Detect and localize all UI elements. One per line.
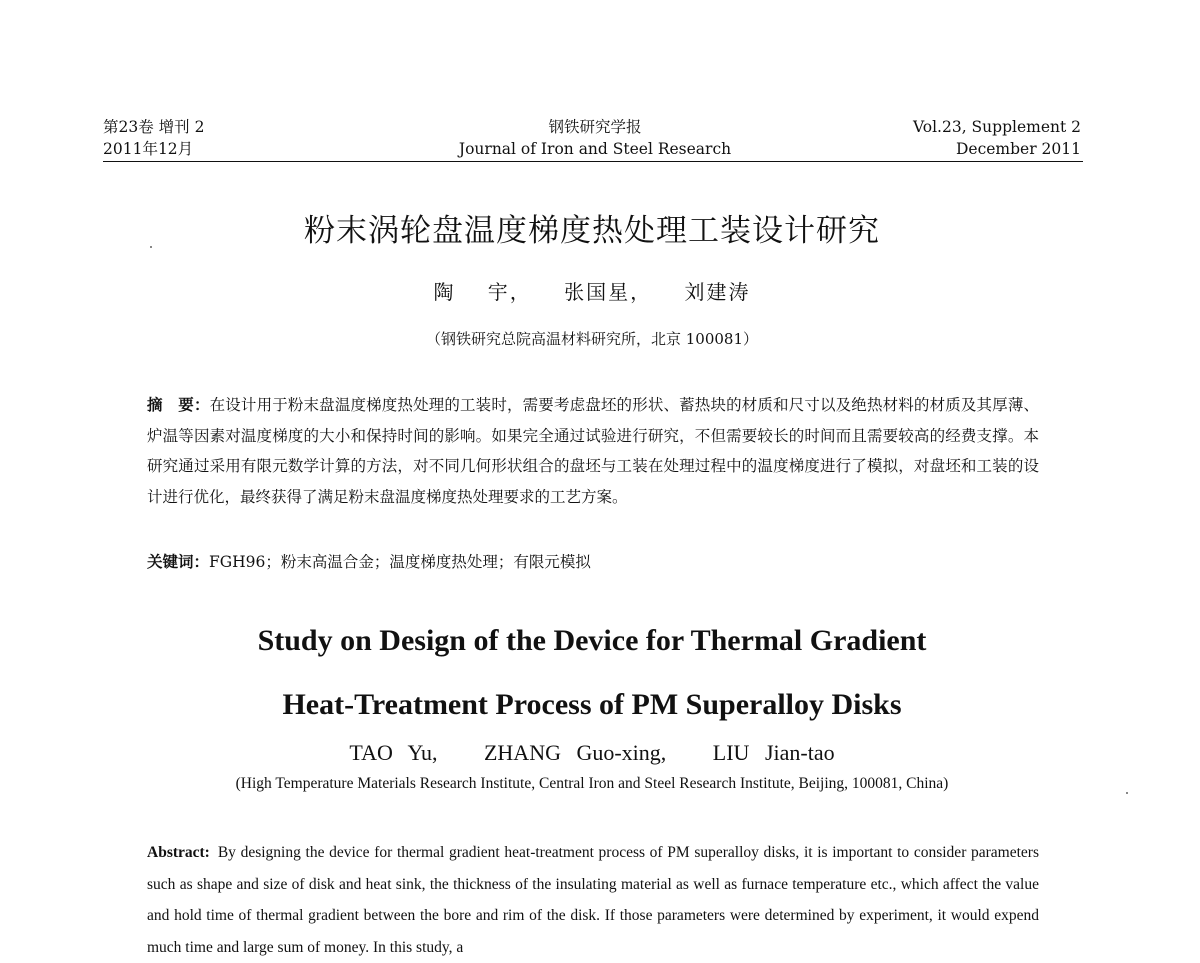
affiliation-en: (High Temperature Materials Research Institute, Central Iron and Steel Research Institute, Beijing, 100081, China) bbox=[235, 775, 949, 792]
abstract-label-en: Abstract: bbox=[147, 844, 210, 861]
header-date-en: December 2011 bbox=[955, 140, 1081, 158]
paper-title-cn: 粉末涡轮盘温度梯度热处理工装设计研究 bbox=[304, 213, 880, 249]
header-volume-en: Vol.23, Supplement 2 bbox=[912, 118, 1081, 136]
header-volume: 第23卷 增刊 2 bbox=[103, 118, 205, 136]
abstract-text-en: By designing the device for thermal gradient heat-treatment process of PM superalloy disks, it is important to consider parameters such as shape and size of disk and heat sink, the thickness of the insulating material as well as furnace temperature etc., which affect the value and hold time of thermal gradient between the bore and rim of the disk. If those parameters were determined by experiment, it would expend much time and large sum of money. In this study, a bbox=[147, 844, 1039, 956]
abstract-label-cn: 摘 要： bbox=[147, 395, 210, 414]
abstract-en bbox=[147, 837, 1039, 963]
authors-cn: 陶 宇， 张国星， 刘建涛 bbox=[433, 280, 751, 304]
paper-title-en-line2: Heat-Treatment Process of PM Superalloy Disks bbox=[282, 688, 902, 721]
paper-title-en-line1: Study on Design of the Device for Thermal Gradient bbox=[257, 624, 927, 657]
abstract-cn bbox=[147, 390, 1039, 512]
header-date-cn: 2011年12月 bbox=[103, 140, 194, 158]
keywords-label-cn: 关键词： bbox=[147, 552, 210, 571]
header-volume-info-en bbox=[913, 116, 1081, 160]
header-journal-cn: 钢铁研究学报 bbox=[548, 118, 642, 136]
abstract-text-cn: 在设计用于粉末盘温度梯度热处理的工装时，需要考虑盘坯的形状、蓄热块的材质和尺寸以及绝热材料的材质及其厚薄、炉温等因素对温度梯度的大小和保持时间的影响。如果完全通过试验进行研究，不但需要较长的时间而且需要较高的经费支撑。本研究通过采用有限元数学计算的方法，对不同几何形状组合的盘坯与工装在处理过程中的温度梯度进行了模拟，对盘坯和工装的设计进行优化，最终获得了满足粉末盘温度梯度热处理要求的工艺方案。 bbox=[147, 396, 1039, 506]
header-journal-en: Journal of Iron and Steel Research bbox=[458, 140, 732, 158]
header-divider bbox=[103, 161, 1083, 162]
keywords-text-cn: FGH96；粉末高温合金；温度梯度热处理；有限元模拟 bbox=[209, 553, 591, 571]
authors-en: TAO Yu, ZHANG Guo-xing, LIU Jian-tao bbox=[349, 740, 835, 765]
keywords-cn bbox=[147, 549, 591, 575]
affiliation-cn: （钢铁研究总院高温材料研究所，北京 100081） bbox=[425, 330, 759, 348]
